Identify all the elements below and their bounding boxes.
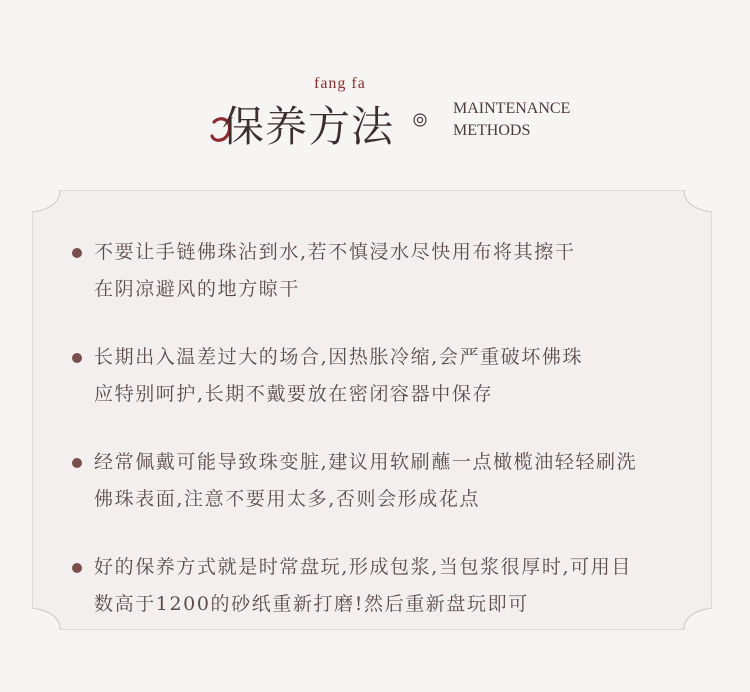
page-title: 保养方法 xyxy=(222,102,395,151)
english-subtitle-line-1: MAINTENANCE xyxy=(453,100,571,117)
list-item-line: 在阴凉避风的地方晾干 xyxy=(94,278,301,300)
double-circle-icon xyxy=(413,113,427,127)
list-item xyxy=(72,549,692,623)
list-item-line: 应特别呵护,长期不戴要放在密闭容器中保存 xyxy=(94,383,494,405)
list-item-line: 数高于1200的砂纸重新打磨!然后重新盘玩即可 xyxy=(94,593,529,615)
bullet-dot xyxy=(72,458,82,468)
bullet-dot xyxy=(72,353,82,363)
list-item xyxy=(72,339,692,413)
english-subtitle xyxy=(453,98,570,142)
pinyin-label: fang fa xyxy=(314,75,366,92)
list-item-line: 长期出入温差过大的场合,因热胀冷缩,会严重破坏佛珠 xyxy=(94,346,584,368)
list-item xyxy=(72,234,692,308)
section-header xyxy=(0,0,750,170)
tips-list xyxy=(72,234,692,654)
bullet-dot xyxy=(72,248,82,258)
list-item-line: 好的保养方式就是时常盘玩,形成包浆,当包浆很厚时,可用目 xyxy=(94,556,632,578)
list-item-line: 不要让手链佛珠沾到水,若不慎浸水尽快用布将其擦干 xyxy=(94,241,576,263)
bullet-dot xyxy=(72,563,82,573)
list-item-line: 佛珠表面,注意不要用太多,否则会形成花点 xyxy=(94,488,481,510)
list-item-line: 经常佩戴可能导致珠变脏,建议用软刷蘸一点橄榄油轻轻刷洗 xyxy=(94,451,638,473)
english-subtitle-line-2: METHODS xyxy=(453,122,531,139)
list-item xyxy=(72,444,692,518)
